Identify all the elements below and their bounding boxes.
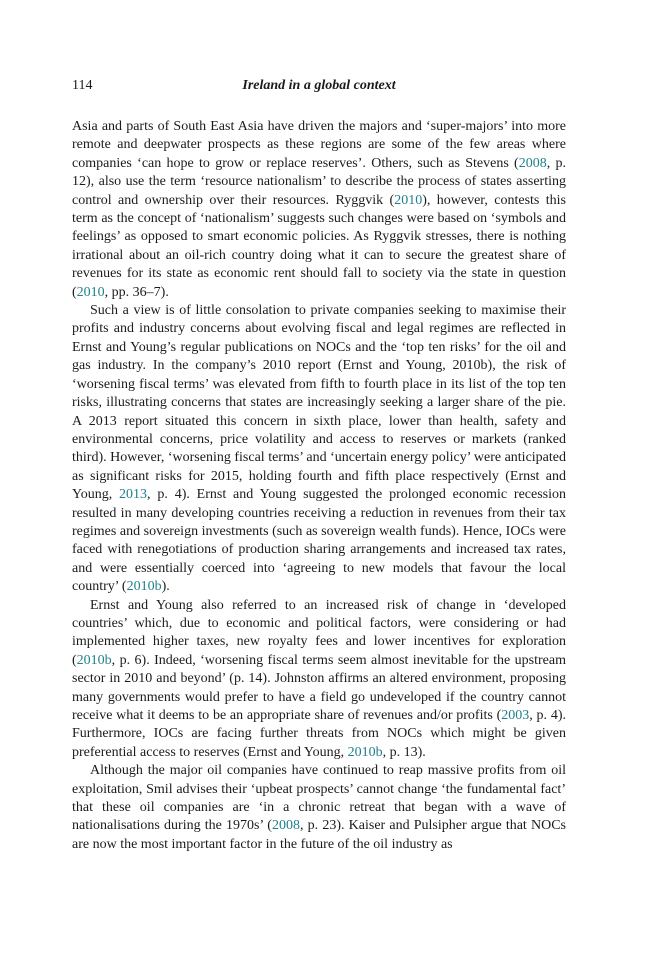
- paragraph: [72, 597, 566, 763]
- paragraph-text: Although the major oil companies have continued to reap massive profits from oil exploitation, Smil advises their ‘upbeat prospects’ cannot change ‘the fundamental fact’ that these oil companies are ‘in a chronic retreat that began with a wave of nationalisations during the 1970s’ (: [72, 763, 566, 834]
- paragraph: [72, 762, 566, 854]
- paragraph-text: , p. 4). Furthermore, IOCs are facing further threats from NOCs which might be given preferential access to reserves (Ernst and Young,: [72, 708, 566, 760]
- running-header: [72, 78, 566, 100]
- paragraph-text: ).: [161, 579, 170, 595]
- citation-link[interactable]: 2010: [76, 284, 105, 300]
- running-title: Ireland in a global context: [242, 78, 396, 93]
- citation-link[interactable]: 2008: [518, 155, 547, 171]
- paragraph-text: , p. 23). Kaiser and Pulsipher argue that NOCs are now the most important factor in the future of the oil industry as: [72, 818, 567, 852]
- citation-link[interactable]: 2010b: [126, 579, 162, 595]
- book-page: [72, 78, 566, 854]
- page-number: 114: [72, 78, 93, 93]
- citation-link[interactable]: 2010b: [347, 744, 383, 760]
- paragraph-text: , p. 4). Ernst and Young suggested the prolonged economic recession resulted in many developing countries receiving a reduction in revenues from their tax regimes and sovereign investments (such as sovereign wealth funds). Hence, IOCs were faced with renegotiations of production sharing arrangements and increased tax rates, and were essentially coerced into ‘agreeing to new models that favour the local country’ (: [72, 487, 566, 595]
- citation-link[interactable]: 2010: [394, 192, 423, 208]
- paragraph-text: , pp. 36–7).: [104, 284, 169, 300]
- paragraph: [72, 302, 566, 597]
- citation-link[interactable]: 2013: [119, 487, 148, 503]
- paragraph-text: Asia and parts of South East Asia have driven the majors and ‘super-majors’ into more remote and deepwater prospects as these regions are some of the few areas where companies ‘can hope to grow or replace reserves’. Others, such as Stevens (: [72, 119, 566, 171]
- paragraph-text: ), however, contests this term as the concept of ‘nationalism’ suggests such changes were based on ‘symbols and feelings’ as opposed to smart economic policies. As Ryggvik stresses, there is nothing irrational about an oil-rich country doing what it can to secure the greatest share of revenues for its state as economic rent should fall to society via the state in question (: [72, 192, 567, 300]
- paragraph: [72, 118, 566, 302]
- paragraph-text: , p. 6). Indeed, ‘worsening fiscal terms seem almost inevitable for the upstream sector in 2010 and beyond’ (p. 14). Johnston affirms an altered environment, proposing many governments would prefer to have a field go undeveloped if the country cannot receive what it deems to be an appropriate share of revenues and/or profits (: [72, 652, 566, 723]
- citation-link[interactable]: 2008: [271, 818, 300, 834]
- body-text: [72, 118, 566, 854]
- citation-link[interactable]: 2003: [501, 708, 530, 723]
- paragraph-text: , p. 12), also use the term ‘resource nationalism’ to describe the process of states asserting control and ownership over their resources. Ryggvik (: [72, 155, 567, 208]
- paragraph-text: , p. 13).: [382, 744, 426, 760]
- paragraph-text: Ernst and Young also referred to an increased risk of change in ‘developed countries’ which, due to economic and political factors, were considering or had implemented higher taxes, new royalty fees and lower incentives for exploration (: [72, 597, 566, 668]
- citation-link[interactable]: 2010b: [76, 652, 112, 668]
- paragraph-text: Such a view is of little consolation to private companies seeking to maximise their profits and industry concerns about evolving fiscal and legal regimes are reflected in Ernst and Young’s regular publications on NOCs and the ‘top ten risks’ for the oil and gas industry. In the company’s 2010 report (Ernst and Young, 2010b), the risk of ‘worsening fiscal terms’ was elevated from fifth to fourth place in its list of the top ten risks, illustrating concerns that states are increasingly seeking a larger share of the pie. A 2013 report situated this concern in sixth place, lower than health, safety and environmental concerns, price volatility and access to reserves or markets (ranked third). However, ‘worsening fiscal terms’ and ‘uncertain energy policy’ were anticipated as significant risks for 2015, holding fourth and fifth place respectively (Ernst and Young,: [72, 303, 566, 503]
